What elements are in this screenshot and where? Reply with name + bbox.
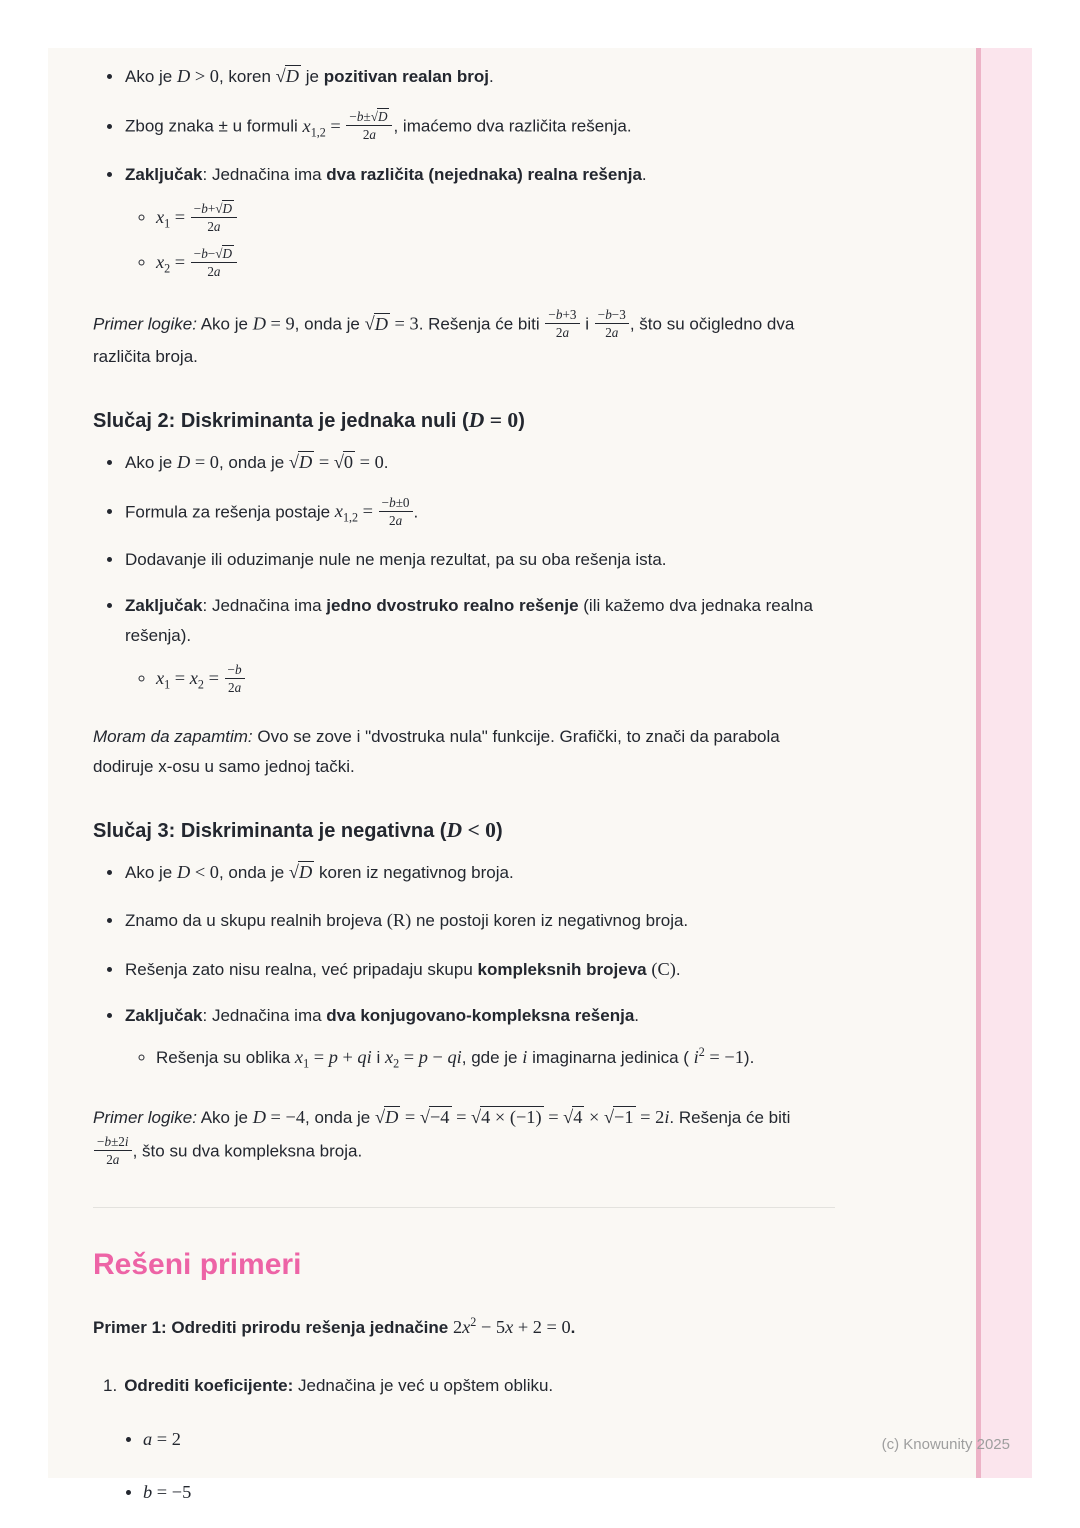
math-expression xyxy=(276,65,301,86)
bullet-item: • Znamo da u skupu realnih brojeva (R) ne postoji koren iz negativnog broja. xyxy=(124,904,835,936)
subsection-heading: Slučaj 2: Diskriminanta je jednaka nuli (D = 0) xyxy=(93,407,525,432)
numbered-item: 1. Odrediti koeficijente: Jednačina je već u opštem obliku. • a = 2 • b = −5 xyxy=(103,1371,835,1508)
bullet-item: • Formula za rešenja postaje $x_{1,2}$ = $\frac{-b\pm 0}{2a}$ . xyxy=(124,494,835,529)
math-expression xyxy=(289,861,314,882)
document-content xyxy=(93,52,835,1528)
bullet-list xyxy=(93,446,835,697)
bullet-item: • Ako je D > 0, koren √D je pozitivan realan broj. xyxy=(124,60,835,92)
math-expression: $x_1$ = $\frac{-b+√D}{2a}$ xyxy=(156,207,238,227)
math-expression: D = 9 xyxy=(252,313,295,334)
bullet-item: • Ako je D < 0, onda je √D koren iz negativnog broja. xyxy=(124,856,835,888)
math-expression: (C) xyxy=(651,958,676,979)
divider xyxy=(93,1207,835,1208)
math-expression: D > 0 xyxy=(176,66,219,86)
bullet-item: • Zaključak: Jednačina ima dva konjugovano-kompleksna rešenja. ◦ Rešenja su oblika $x_1 = p$ + qi i $x_2 = p$ − qi, gde je i imaginarna jedinica ( $i^2 = -1$). xyxy=(124,1001,835,1075)
paragraph: Primer logike: Ako je D = −4, onda je √D = √−4 = √4 × (−1) = √4 × √−1 = 2i. Rešenja će biti $\frac{-b\pm 2i}{2a}$ , što su dva kompleksna broja. xyxy=(93,1107,791,1168)
document-page xyxy=(48,48,1032,1502)
fraction: $\frac{-b+√D}{2a}$ xyxy=(191,200,237,235)
sqrt-radical: √−4 xyxy=(419,1107,450,1127)
page-edge-decoration xyxy=(976,48,1032,1478)
bullet-item: • Dodavanje ili oduzimanje nule ne menja rezultat, pa su oba rešenja ista. xyxy=(124,545,835,575)
paragraph: Moram da zapamtim: Ovo se zove i "dvostruka nula" funkcije. Grafički, to znači da parabola dodiruje x-osu u samo jednoj tački. xyxy=(93,727,780,777)
sqrt-radical: √D xyxy=(364,313,388,334)
math-expression: $x_1 = x_2$ = $\frac{-b}{2a}$ xyxy=(156,668,246,688)
sqrt-radical: √D xyxy=(288,451,313,472)
math-expression: $x_{1,2}$ = $\frac{-b\pm 0}{2a}$ xyxy=(335,501,414,521)
math-expression: $x_2$ = $\frac{-b-√D}{2a}$ xyxy=(156,252,238,272)
paragraph: Primer 1: Odrediti prirodu rešenja jednačine $2x^2 - 5x + 2 = 0$. xyxy=(93,1315,576,1338)
fraction: $\frac{-b-3}{2a}$ xyxy=(595,306,629,341)
math-expression: √D = 3 xyxy=(364,313,419,334)
math-expression xyxy=(544,307,580,341)
sub-bullet-item xyxy=(143,1423,835,1455)
math-expression: √D = √−4 = √4 × (−1) = √4 × √−1 = 2i xyxy=(374,1107,670,1127)
math-expression: √D = √0 = 0 xyxy=(288,451,384,472)
math-expression: D = 0 xyxy=(468,407,519,432)
sqrt-radical: √−1 xyxy=(603,1107,634,1127)
sub-bullet-item xyxy=(143,1476,835,1508)
sub-bullet-list xyxy=(125,200,835,281)
math-expression: a = 2 xyxy=(143,1429,181,1450)
math-expression: i xyxy=(522,1047,528,1067)
sqrt-radical: √D xyxy=(288,862,313,883)
sub-bullet-list xyxy=(103,1423,835,1508)
sqrt-radical: √D xyxy=(374,1107,399,1127)
bullet-list xyxy=(93,60,835,280)
math-expression: $x_{1,2}$ = $\frac{-b\pm√D}{2a}$ xyxy=(303,116,394,136)
math-expression: $x_2 = p$ − qi xyxy=(384,1047,462,1071)
numbered-list xyxy=(93,1371,835,1508)
bullet-item: • Zbog znaka ± u formuli $x_{1,2}$ = $\frac{-b\pm√D}{2a}$ , imaćemo dva različita rešenja. xyxy=(124,108,835,143)
sub-bullet-item: ◦ Rešenja su oblika $x_1 = p$ + qi i $x_2 = p$ − qi, gde je i imaginarna jedinica ( $i^2 = -1$). xyxy=(156,1041,835,1075)
fraction: $\frac{-b\pm√D}{2a}$ xyxy=(346,108,392,143)
sqrt-radical: √4 × (−1) xyxy=(471,1107,542,1127)
math-expression xyxy=(93,1134,133,1168)
watermark: (c) Knowunity 2025 xyxy=(881,1436,1010,1453)
fraction: $\frac{-b-√D}{2a}$ xyxy=(191,245,237,280)
bullet-item: • Ako je D = 0, onda je √D = √0 = 0. xyxy=(124,446,835,478)
list-number: 1. xyxy=(103,1376,118,1396)
sub-bullet-item xyxy=(156,245,835,280)
math-expression xyxy=(594,307,630,341)
math-expression: D = −4 xyxy=(252,1107,306,1127)
bullet-item: • Rešenja zato nisu realna, već pripadaju skupu kompleksnih brojeva (C). xyxy=(124,953,835,985)
math-expression: $i^2 = -1$ xyxy=(693,1044,744,1067)
subsection-heading: Slučaj 3: Diskriminanta je negativna (D < 0) xyxy=(93,818,503,843)
section-heading: Rešeni primeri xyxy=(93,1247,302,1281)
sub-bullet-item xyxy=(156,200,835,235)
sqrt-radical: √D xyxy=(275,66,300,86)
math-expression: (R) xyxy=(386,910,412,931)
bullet-item: • Zaključak: Jednačina ima jedno dvostruko realno rešenje (ili kažemo dva jednaka realna rešenja). ◦ $x_1 = x_2$ = $\frac{-b}{2a}$ xyxy=(124,591,835,696)
sqrt-radical: √D xyxy=(215,245,233,261)
fraction: $\frac{-b\pm 0}{2a}$ xyxy=(379,494,413,529)
paragraph: Primer logike: Ako je D = 9, onda je √D = 3. Rešenja će biti $\frac{-b+3}{2a}$ i $\frac{-b-3}{2a}$ , što su očigledno dva različita broja. xyxy=(93,307,795,366)
bullet-list xyxy=(93,856,835,1075)
fraction: $\frac{-b\pm 2i}{2a}$ xyxy=(94,1133,132,1168)
math-expression: D = 0 xyxy=(176,451,219,472)
math-expression: b = −5 xyxy=(143,1481,192,1502)
fraction: $\frac{-b+3}{2a}$ xyxy=(545,306,579,341)
math-expression: $x_1 = p$ + qi xyxy=(294,1047,372,1071)
math-expression: D < 0 xyxy=(176,862,219,883)
bullet-item: • Zaključak: Jednačina ima dva različita (nejednaka) realna rešenja. ◦ $x_1$ = $\frac{-b+√D}{2a}$ ◦ $x_2$ = $\frac{-b-√D}{2a}$ xyxy=(124,160,835,281)
sub-bullet-list xyxy=(125,1041,835,1075)
sqrt-radical: √0 xyxy=(333,451,354,472)
math-expression: D < 0 xyxy=(446,818,496,843)
fraction: $\frac{-b}{2a}$ xyxy=(225,661,245,696)
math-expression: $2x^2 - 5x + 2 = 0$ xyxy=(452,1315,571,1338)
sub-bullet-item xyxy=(156,661,835,696)
sub-bullet-list xyxy=(125,661,835,696)
sqrt-radical: √D xyxy=(370,109,388,125)
sqrt-radical: √D xyxy=(215,200,233,216)
sqrt-radical: √4 xyxy=(563,1107,583,1127)
